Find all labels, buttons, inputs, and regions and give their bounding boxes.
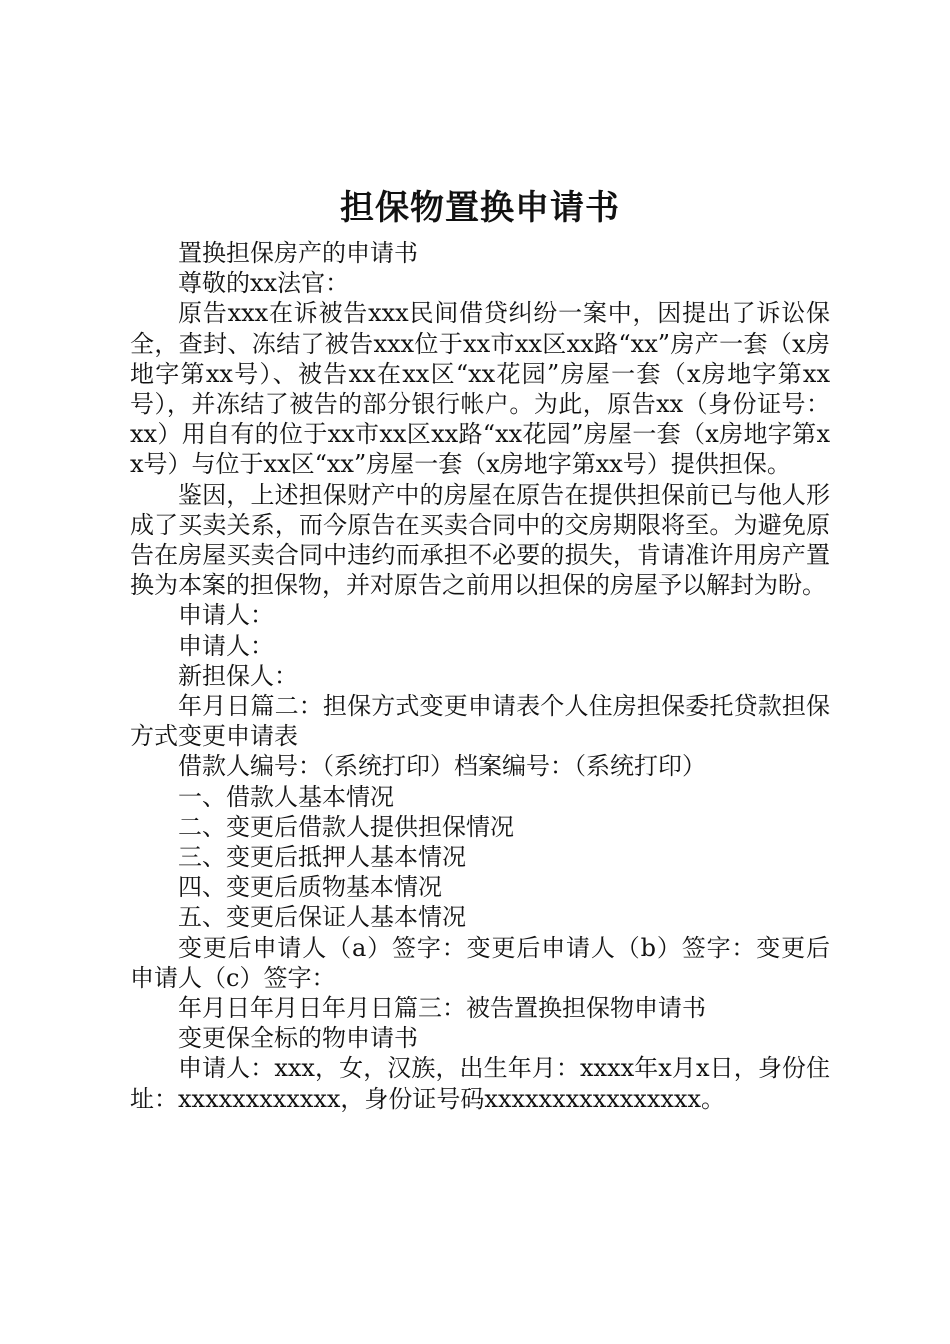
list-item-pledge-info: 四、变更后质物基本情况 <box>178 873 442 902</box>
paragraph-new-guarantor: 新担保人： <box>178 661 298 690</box>
paragraph-applicant-1: 申请人： <box>178 601 274 630</box>
paragraph-subtitle: 置换担保房产的申请书 <box>178 239 418 267</box>
list-item-borrower-info: 一、借款人基本情况 <box>178 782 394 811</box>
paragraph-section-two-heading: 年月日篇二：担保方式变更申请表个人住房担保委托贷款担保方式变更申请表 <box>130 692 830 751</box>
list-item-guarantor-info: 五、变更后保证人基本情况 <box>178 903 466 932</box>
paragraph-applicant-2: 申请人： <box>178 631 274 660</box>
paragraph-applicant-details: 申请人：xxx，女，汉族，出生年月：xxxx年x月x日，身份住址：xxxxxxxxxxxx，身份证号码xxxxxxxxxxxxxxxx。 <box>130 1054 830 1113</box>
document-page <box>130 178 830 1114</box>
paragraph-salutation: 尊敬的xx法官： <box>178 269 350 298</box>
paragraph-section-three-heading: 年月日年月日年月日篇三：被告置换担保物申请书 <box>178 994 706 1023</box>
paragraph-case-description: 原告xxx在诉被告xxx民间借贷纠纷一案中，因提出了诉讼保全，查封、冻结了被告xxx位于xx市xx区xx路“xx”房产一套（x房地字第xx号）、被告xx在xx区“xx花园”房屋一套（x房地字第xx号），并冻结了被告的部分银行帐户。为此，原告xx（身份证号：xx）用自有的位于xx市xx区xx路“xx花园”房屋一套（x房地字第xx号）与位于xx区“xx”房屋一套（x房地字第xx号）提供担保。 <box>130 299 830 479</box>
document-title: 担保物置换申请书 <box>340 188 620 228</box>
list-item-guarantee-info: 二、变更后借款人提供担保情况 <box>178 812 514 841</box>
paragraph-signatures: 变更后申请人（a）签字：变更后申请人（b）签字：变更后申请人（c）签字： <box>130 933 830 992</box>
paragraph-request: 鉴因，上述担保财产中的房屋在原告在提供担保前已与他人形成了买卖关系，而今原告在买卖合同中的交房期限将至。为避免原告在房屋买卖合同中违约而承担不必要的损失，肯请准许用房产置换为本案的担保物，并对原告之前用以担保的房屋予以解封为盼。 <box>130 480 830 600</box>
paragraph-borrower-number: 借款人编号：（系统打印）档案编号：（系统打印） <box>178 752 706 781</box>
paragraph-change-request-title: 变更保全标的物申请书 <box>178 1024 418 1053</box>
list-item-mortgagor-info: 三、变更后抵押人基本情况 <box>178 843 466 872</box>
